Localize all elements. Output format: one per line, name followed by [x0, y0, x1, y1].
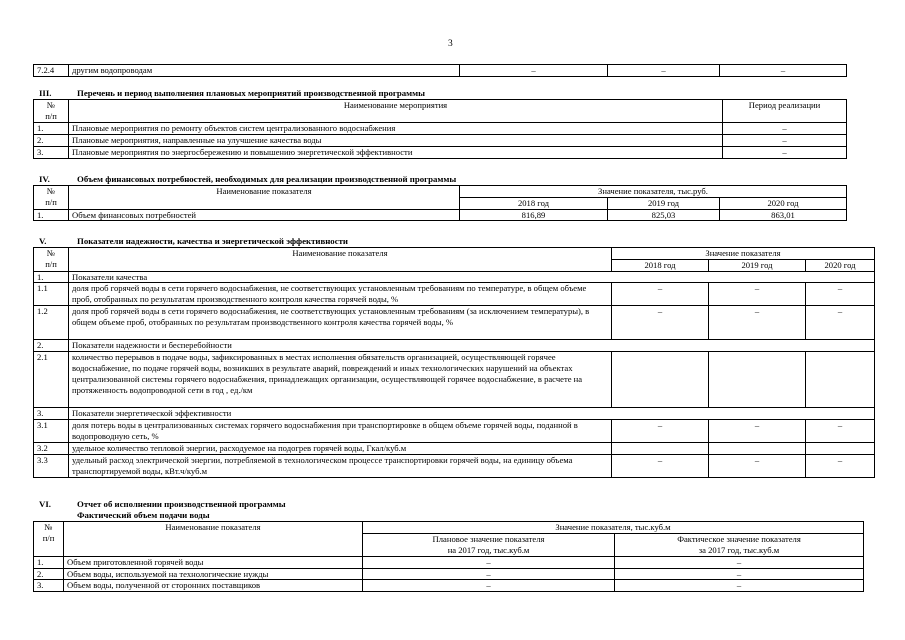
col-header-year: 2018 год — [612, 259, 709, 271]
row-value: – — [709, 454, 806, 477]
section-6-heading — [39, 499, 286, 510]
row-period: – — [723, 123, 847, 135]
section-number: III. — [39, 88, 52, 98]
row-value: – — [806, 419, 875, 442]
section-3-table — [33, 99, 847, 159]
table-row — [34, 271, 875, 283]
table-row — [34, 419, 875, 442]
row-name: другим водопроводам — [69, 65, 460, 77]
row-number: 7.2.4 — [34, 65, 69, 77]
row-value: – — [709, 283, 806, 306]
row-value: – — [806, 454, 875, 477]
table-row — [34, 408, 875, 420]
section-5-table — [33, 247, 875, 478]
row-value: – — [612, 306, 709, 340]
table-row — [34, 568, 864, 580]
table-header-row — [34, 248, 875, 260]
row-name: Объем финансовых потребностей — [69, 209, 460, 221]
table-row — [34, 209, 847, 221]
col-header-year: 2020 год — [720, 197, 847, 209]
row-name: Объем приготовленной горячей воды — [64, 556, 363, 568]
table-header-row — [34, 186, 847, 198]
section-5-heading — [39, 236, 348, 247]
row-value: 825,03 — [608, 209, 720, 221]
row-number: 1. — [34, 271, 69, 283]
row-value: – — [709, 306, 806, 340]
row-fact: – — [615, 556, 864, 568]
section-number: V. — [39, 236, 47, 246]
row-number: 3. — [34, 580, 64, 592]
row-number: 1. — [34, 123, 69, 135]
row-value: – — [806, 283, 875, 306]
row-name: удельный расход электрической энергии, потребляемой в технологическом процессе транспортировки горячей воды, на единицу объема транспортируемой воды, кВт.ч/куб.м — [69, 454, 612, 477]
row-name: Плановые мероприятия по ремонту объектов систем централизованного водоснабжения — [69, 123, 723, 135]
row-plan: – — [363, 580, 615, 592]
section-3-heading — [39, 88, 425, 99]
row-name: доля потерь воды в централизованных системах горячего водоснабжения при транспортировке в общем объеме горячей воды, поданной в водопроводную сеть, % — [69, 419, 612, 442]
table-row — [34, 580, 864, 592]
col-header-year: 2020 год — [806, 259, 875, 271]
section-4-table — [33, 185, 847, 221]
group-name: Показатели надежности и бесперебойности — [69, 340, 875, 352]
row-number: 2. — [34, 340, 69, 352]
col-header-name: Наименование показателя — [69, 186, 460, 210]
section-subtitle: Фактический объем подачи воды — [77, 510, 210, 520]
row-value: – — [460, 65, 608, 77]
table-row — [34, 340, 875, 352]
section-title: Объем финансовых потребностей, необходимых для реализации производственной программы — [77, 174, 457, 184]
col-header-name: Наименование мероприятия — [69, 100, 723, 123]
table-row — [34, 283, 875, 306]
row-name: Объем воды, используемой на технологические нужды — [64, 568, 363, 580]
row-name: доля проб горячей воды в сети горячего водоснабжения, не соответствующих установленным требованиям по температуре, в общем объеме проб, отобранных по результатам производственного контроля качества горячей воды, % — [69, 283, 612, 306]
row-value: – — [612, 419, 709, 442]
row-number: 2.1 — [34, 352, 69, 408]
table-row — [34, 556, 864, 568]
section-number: VI. — [39, 499, 51, 509]
page-number: 3 — [448, 39, 453, 49]
carryover-table — [33, 64, 847, 77]
row-number: 3.1 — [34, 419, 69, 442]
row-name: Плановые мероприятия по энергосбережению и повышению энергетической эффективности — [69, 147, 723, 159]
row-period: – — [723, 147, 847, 159]
col-header-number: № п/п — [34, 522, 64, 557]
col-header-period: Период реализации — [723, 100, 847, 123]
row-number: 3. — [34, 147, 69, 159]
group-name: Показатели качества — [69, 271, 875, 283]
row-value: – — [720, 65, 847, 77]
row-number: 3.2 — [34, 442, 69, 454]
col-header-year: 2019 год — [709, 259, 806, 271]
table-row — [34, 352, 875, 408]
col-header-value: Значение показателя, тыс.куб.м — [363, 522, 864, 534]
col-header-year: 2019 год — [608, 197, 720, 209]
row-value — [709, 442, 806, 454]
col-header-number: № п/п — [34, 248, 69, 272]
row-value — [806, 352, 875, 408]
section-6-table — [33, 521, 864, 592]
row-value — [612, 442, 709, 454]
section-title: Отчет об исполнении производственной программы — [77, 499, 286, 509]
row-number: 3. — [34, 408, 69, 420]
row-value — [709, 352, 806, 408]
row-name: доля проб горячей воды в сети горячего водоснабжения, не соответствующих установленным требованиям (за исключением температуры), в общем объеме проб, отобранных по результатам производственного контроля качества горячей воды, % — [69, 306, 612, 340]
row-number: 1. — [34, 209, 69, 221]
row-value: 816,89 — [460, 209, 608, 221]
table-header-row — [34, 100, 847, 123]
section-number: IV. — [39, 174, 50, 184]
table-row — [34, 147, 847, 159]
row-value: – — [612, 454, 709, 477]
row-fact: – — [615, 580, 864, 592]
row-name: Объем воды, полученной от сторонних поставщиков — [64, 580, 363, 592]
col-header-number: № п/п — [34, 186, 69, 210]
row-name: количество перерывов в подаче воды, зафиксированных в местах исполнения обязательств организацией, осуществляющей горячее водоснабжение, по подаче горячей воды, возникших в результате аварий, повреждений и иных технологических нарушений на объектах централизованной системы горячего водоснабжения, принадлежащих организации, осуществляющей горячее водоснабжение, в расчете на протяженность водопроводной сети в год , ед./км — [69, 352, 612, 408]
col-header-name: Наименование показателя — [64, 522, 363, 557]
col-header-year: 2018 год — [460, 197, 608, 209]
row-number: 2. — [34, 568, 64, 580]
row-plan: – — [363, 556, 615, 568]
section-4-heading — [39, 174, 456, 185]
row-number: 1. — [34, 556, 64, 568]
row-value — [612, 352, 709, 408]
row-number: 3.3 — [34, 454, 69, 477]
col-header-name: Наименование показателя — [69, 248, 612, 272]
row-value: – — [612, 283, 709, 306]
row-period: – — [723, 135, 847, 147]
table-row — [34, 442, 875, 454]
table-row — [34, 135, 847, 147]
row-number: 1.1 — [34, 283, 69, 306]
row-value: – — [608, 65, 720, 77]
col-header-value: Значение показателя, тыс.руб. — [460, 186, 847, 198]
row-fact: – — [615, 568, 864, 580]
table-header-row — [34, 522, 864, 534]
col-header-plan: Плановое значение показателя на 2017 год, тыс.куб.м — [363, 533, 615, 556]
section-title: Перечень и период выполнения плановых мероприятий производственной программы — [77, 88, 426, 98]
row-number: 2. — [34, 135, 69, 147]
col-header-fact: Фактическое значение показателя за 2017 год, тыс.куб.м — [615, 533, 864, 556]
section-title: Показатели надежности, качества и энергетической эффективности — [77, 236, 348, 246]
section-6-subtitle — [77, 510, 210, 521]
row-value: – — [806, 306, 875, 340]
group-name: Показатели энергетической эффективности — [69, 408, 875, 420]
row-name: Плановые мероприятия, направленные на улучшение качества воды — [69, 135, 723, 147]
table-row — [34, 123, 847, 135]
table-row — [34, 65, 847, 77]
row-plan: – — [363, 568, 615, 580]
table-row — [34, 454, 875, 477]
row-number: 1.2 — [34, 306, 69, 340]
table-row — [34, 306, 875, 340]
col-header-number: № п/п — [34, 100, 69, 123]
col-header-value: Значение показателя — [612, 248, 875, 260]
row-value — [806, 442, 875, 454]
row-name: удельное количество тепловой энергии, расходуемое на подогрев горячей воды, Гкал/куб.м — [69, 442, 612, 454]
row-value: – — [709, 419, 806, 442]
row-value: 863,01 — [720, 209, 847, 221]
